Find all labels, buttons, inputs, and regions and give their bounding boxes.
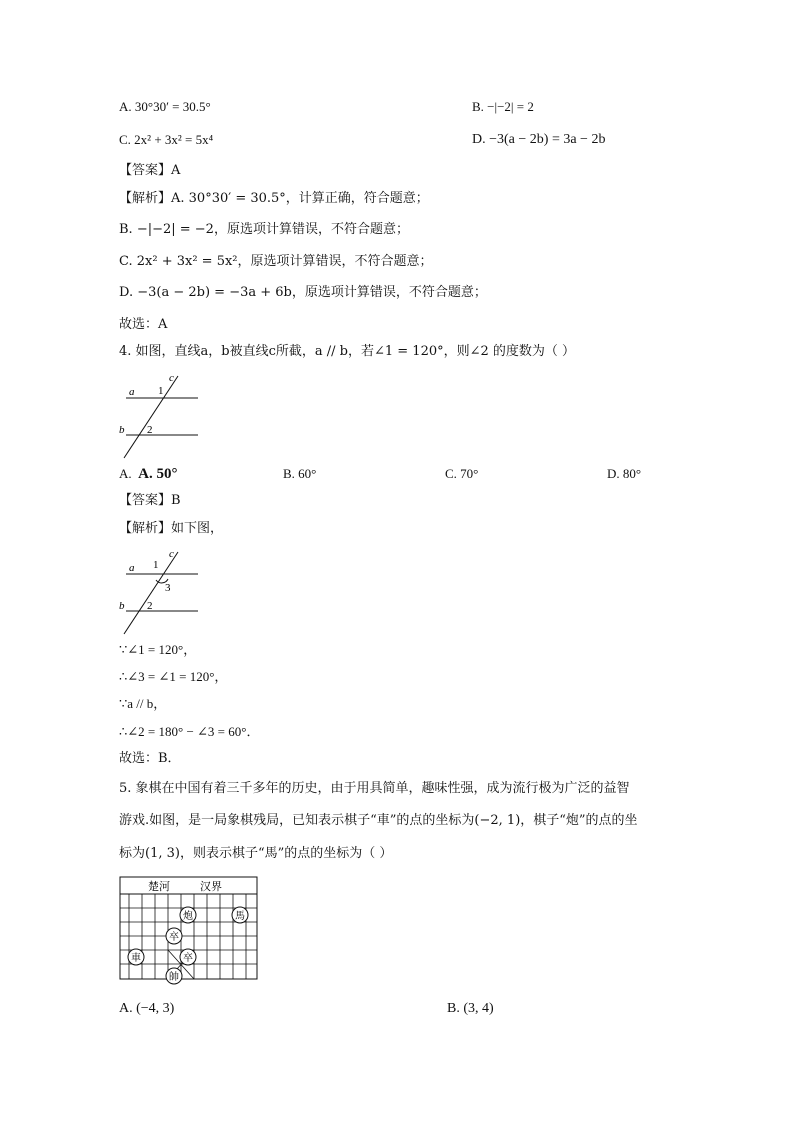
q3-option-d: D. −3(a − 2b) = 3a − 2b [472, 132, 606, 147]
q5-line-3: 标为(1, 3)，则表示棋子“馬”的点的坐标为（ ） [119, 846, 393, 861]
q3-option-c: C. 2x² + 3x² = 5x⁴ [119, 132, 214, 147]
label-c: c [169, 372, 174, 384]
piece-shuai [166, 968, 182, 984]
q3-analysis-b: B. −|−2| = −2，原选项计算错误，不符合题意； [119, 222, 409, 237]
label-1: 1 [153, 559, 159, 571]
q4-step-1: ∵∠1 = 120°， [119, 642, 197, 657]
svg-text:卒: 卒 [169, 932, 179, 943]
q4-option-b: B. 60° [283, 466, 317, 481]
q4-figure-2 [118, 548, 208, 636]
q4-option-a-value: A. 50° [138, 466, 178, 482]
q3-option-a: A. 30°30′ = 30.5° [119, 99, 211, 114]
q4-choose: 故选：B． [119, 751, 181, 766]
q4-step-2: ∴∠3 = ∠1 = 120°， [119, 669, 228, 684]
label-a: a [129, 562, 135, 574]
label-a: a [129, 386, 135, 398]
q5-option-b: B. (3, 4) [447, 1001, 494, 1016]
svg-text:卒: 卒 [183, 953, 193, 964]
piece-ju [128, 949, 144, 965]
river-left-label: 楚河 [148, 880, 170, 893]
label-2: 2 [147, 600, 153, 612]
q5-line-1: 5. 象棋在中国有着三千多年的历史，由于用具简单，趣味性强，成为流行极为广泛的益智 [119, 781, 630, 796]
q5-line-2: 游戏.如图，是一局象棋残局，已知表示棋子“車”的点的坐标为(−2, 1)，棋子“炮”的点的坐 [119, 813, 638, 828]
label-1: 1 [158, 385, 164, 397]
river-right-label: 汉界 [200, 880, 222, 893]
q4-step-4: ∴∠2 = 180° − ∠3 = 60°． [119, 724, 260, 739]
label-b: b [119, 600, 125, 612]
q4-analysis-intro: 【解析】如下图， [119, 521, 224, 536]
label-3: 3 [165, 582, 171, 594]
piece-zu-2 [180, 949, 196, 965]
label-2: 2 [147, 424, 153, 436]
svg-text:馬: 馬 [235, 911, 245, 922]
piece-zu-1 [166, 928, 182, 944]
q4-figure-1 [118, 372, 208, 460]
chess-board-figure [118, 875, 260, 985]
q4-stem: 4. 如图，直线a，b被直线c所截，a // b，若∠1 = 120°，则∠2 的度数为（ ） [119, 344, 576, 359]
q3-analysis-d: D. −3(a − 2b) = −3a + 6b，原选项计算错误，不符合题意； [119, 285, 487, 300]
label-b: b [119, 424, 125, 436]
q5-option-a: A. (−4, 3) [119, 1001, 175, 1016]
q3-choose: 故选：A [119, 317, 168, 332]
q4-option-c: C. 70° [445, 466, 479, 481]
q4-answer: 【答案】B [119, 493, 181, 508]
q3-option-b: B. −|−2| = 2 [472, 99, 534, 114]
q4-step-3: ∵a // b， [119, 696, 167, 711]
svg-text:炮: 炮 [183, 911, 193, 922]
piece-pao [180, 907, 196, 923]
piece-ma [232, 907, 248, 923]
label-c: c [169, 548, 174, 560]
q3-answer: 【答案】A [119, 163, 181, 178]
q4-option-d: D. 80° [607, 466, 642, 481]
svg-text:帥: 帥 [169, 972, 179, 983]
q4-option-a: A. A. 50° [119, 466, 178, 482]
q3-analysis-c: C. 2x² + 3x² = 5x²，原选项计算错误，不符合题意； [119, 254, 433, 269]
q3-analysis-a: 【解析】A. 30°30′ = 30.5°，计算正确，符合题意； [119, 191, 429, 206]
svg-text:車: 車 [131, 953, 141, 964]
